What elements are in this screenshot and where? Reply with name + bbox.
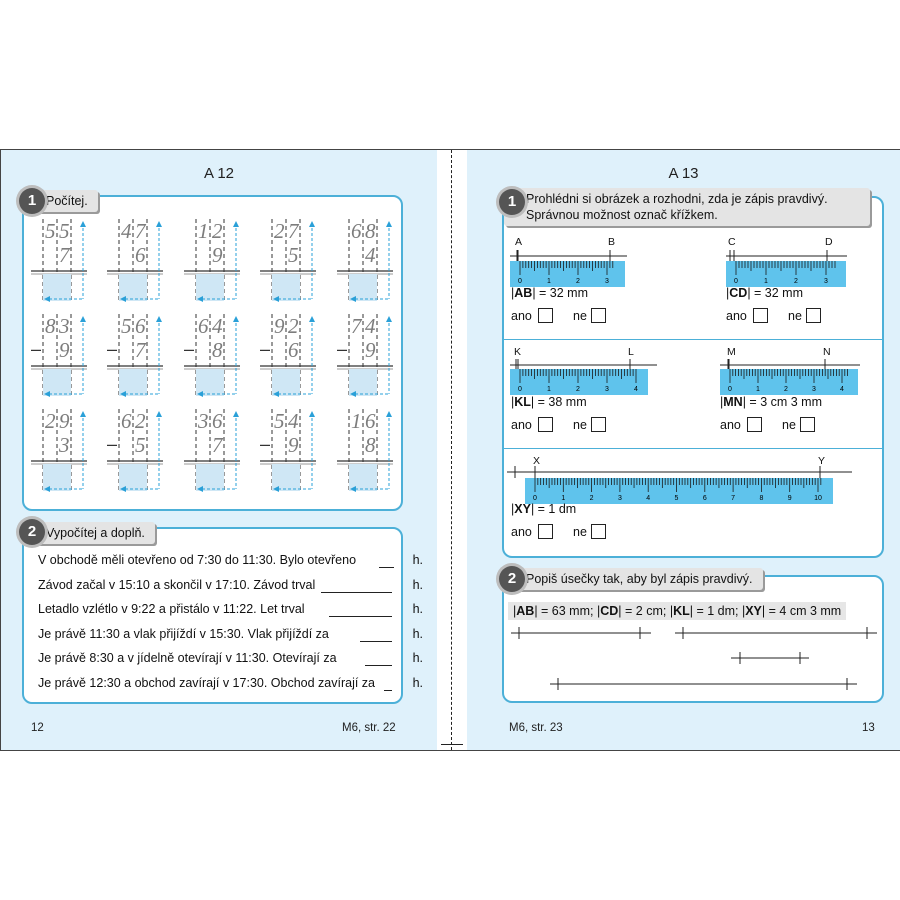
question-text: Je právě 12:30 a obchod zavírají v 17:30. Obchod zavírají za xyxy=(38,675,376,690)
page-a13 xyxy=(467,150,900,750)
point-label: L xyxy=(628,346,634,358)
ruler-tick-label: 2 xyxy=(576,278,580,285)
formula-xy: |XY| = 4 cm 3 mm xyxy=(741,604,842,618)
yes-label: ano xyxy=(511,309,532,323)
problem-cell xyxy=(31,409,87,495)
digit-tens: 8 xyxy=(45,314,56,338)
yes-label: ano xyxy=(726,309,747,323)
point-label: N xyxy=(823,346,831,358)
formula-kl: |KL| = 1 dm; xyxy=(669,604,742,618)
digit-second-ones: 3 xyxy=(59,433,70,457)
problem-cell xyxy=(107,314,163,400)
exercise-2-badge: 2 xyxy=(19,519,45,545)
answer-blank[interactable] xyxy=(379,567,394,568)
minus-sign: – xyxy=(337,339,348,359)
problem-cell xyxy=(31,314,87,400)
digit-tens: 1 xyxy=(198,219,209,243)
point-label: K xyxy=(514,346,522,358)
unit-label: h. xyxy=(412,675,423,690)
ruler-tick-label: 4 xyxy=(840,386,844,393)
ruler-tick-label: 0 xyxy=(518,386,522,393)
point-label: D xyxy=(825,236,833,248)
page-number: 13 xyxy=(862,722,875,734)
digit-tens: 2 xyxy=(45,409,56,433)
digit-second-ones: 9 xyxy=(288,433,299,457)
digit-second-ones: 7 xyxy=(59,243,70,267)
ruler-tick-label: 8 xyxy=(759,495,764,502)
instruction-line-1: Prohlédni si obrázek a rozhodni, zda je zápis pravdivý. xyxy=(526,192,828,206)
unit-label: h. xyxy=(412,577,423,592)
no-label: ne xyxy=(573,309,587,323)
segments-to-label xyxy=(467,150,900,750)
problem-cell xyxy=(260,409,316,495)
segment-name: AB xyxy=(514,286,533,300)
no-label: ne xyxy=(573,525,587,539)
digit-tens: 4 xyxy=(121,219,132,243)
workbook-spread xyxy=(0,149,900,751)
ruler-tick-label: 6 xyxy=(702,495,707,502)
point-label: Y xyxy=(818,455,826,467)
ruler-tick-label: 3 xyxy=(824,278,828,285)
segment-length-statement: |KL| = 38 mm xyxy=(511,395,587,409)
digit-tens: 6 xyxy=(198,314,209,338)
problem-cell xyxy=(184,219,240,305)
question-text: Je právě 8:30 a v jídelně otevírají v 11:30. Otevírají za xyxy=(38,651,337,665)
digit-tens: 9 xyxy=(274,314,285,338)
point-label: A xyxy=(515,236,523,248)
point-label: M xyxy=(727,346,736,358)
minus-sign: – xyxy=(184,339,195,359)
digit-second-ones: 9 xyxy=(212,243,223,267)
answer-blank[interactable] xyxy=(365,665,392,666)
ruler-tick-label: 3 xyxy=(617,495,622,502)
digit-ones: 5 xyxy=(59,219,70,243)
minus-sign: – xyxy=(107,434,118,454)
segment-length-statement: |MN| = 3 cm 3 mm xyxy=(720,395,823,409)
segment-name: XY xyxy=(514,502,531,516)
segment-length: = 1 dm xyxy=(534,502,577,516)
ruler-tick-label: 1 xyxy=(547,278,551,285)
yes-label: ano xyxy=(720,418,741,432)
page-a12 xyxy=(1,150,437,750)
ruler-tick-label: 2 xyxy=(784,386,788,393)
answer-blank[interactable] xyxy=(321,592,392,593)
problem-cell xyxy=(337,314,393,400)
digit-tens: 7 xyxy=(351,314,362,338)
ruler-tick-label: 4 xyxy=(634,386,638,393)
exercise-1-box xyxy=(22,195,403,511)
question-line xyxy=(38,676,423,694)
digit-ones: 7 xyxy=(135,219,146,243)
digit-second-ones: 4 xyxy=(365,243,376,267)
ruler-tick-label: 2 xyxy=(576,386,580,393)
problem-cell xyxy=(337,409,393,495)
page-reference: M6, str. 23 xyxy=(509,722,563,734)
digit-tens: 2 xyxy=(274,219,285,243)
no-label: ne xyxy=(573,418,587,432)
digit-ones: 3 xyxy=(59,314,70,338)
ruler-tick-label: 1 xyxy=(561,495,566,502)
digit-ones: 8 xyxy=(365,219,376,243)
digit-tens: 1 xyxy=(351,409,362,433)
ruler-tick-label: 0 xyxy=(533,495,537,502)
ruler-tick-label: 0 xyxy=(734,278,738,285)
cut-line xyxy=(451,150,452,750)
problem-cell xyxy=(107,409,163,495)
problem-cell xyxy=(337,219,393,305)
segment-length: = 3 cm 3 mm xyxy=(745,395,823,409)
exercise-2-badge: 2 xyxy=(499,566,525,592)
minus-sign: – xyxy=(107,339,118,359)
minus-sign: – xyxy=(31,339,42,359)
problem-cell xyxy=(260,219,316,305)
gutter xyxy=(437,150,467,750)
page-title: A 12 xyxy=(203,165,235,182)
point-label: X xyxy=(533,455,541,467)
segment-length-statement: |XY| = 1 dm xyxy=(511,502,577,516)
answer-blank[interactable] xyxy=(329,616,392,617)
unit-label: h. xyxy=(412,602,423,616)
ruler-tick-label: 0 xyxy=(728,386,732,393)
question-text: Závod začal v 15:10 a skončil v 17:10. Závod trval xyxy=(38,577,316,592)
digit-tens: 5 xyxy=(45,219,56,243)
problem-cell xyxy=(184,409,240,495)
question-line xyxy=(38,651,423,669)
digit-second-ones: 8 xyxy=(212,338,223,362)
ruler-tick-label: 5 xyxy=(674,495,679,502)
ruler-tick-label: 7 xyxy=(731,495,736,502)
question-line xyxy=(38,602,423,620)
unit-label: h. xyxy=(412,651,423,665)
digit-ones: 6 xyxy=(365,409,376,433)
ruler-tick-label: 2 xyxy=(589,495,594,502)
problem-cell xyxy=(107,219,163,305)
minus-sign: – xyxy=(260,434,271,454)
digit-ones: 4 xyxy=(365,314,376,338)
digit-second-ones: 7 xyxy=(212,433,223,457)
unit-label: h. xyxy=(412,553,423,567)
ruler-tick-label: 1 xyxy=(764,278,768,285)
digit-tens: 3 xyxy=(198,409,209,433)
instruction-line-2: Správnou možnost označ křížkem. xyxy=(526,208,718,222)
formula-ab: |AB| = 63 mm; xyxy=(513,604,597,618)
digit-ones: 6 xyxy=(212,409,223,433)
page-number: 12 xyxy=(31,722,44,734)
digit-second-ones: 5 xyxy=(288,243,299,267)
ruler-tick-label: 2 xyxy=(794,278,798,285)
ruler-tick-label: 3 xyxy=(812,386,816,393)
digit-second-ones: 9 xyxy=(59,338,70,362)
answer-blank[interactable] xyxy=(384,690,392,691)
segment-length: = 32 mm xyxy=(535,286,589,300)
exercise-2-box xyxy=(22,527,423,704)
answer-blank[interactable] xyxy=(360,641,392,642)
point-label: C xyxy=(728,236,736,248)
digit-ones: 4 xyxy=(212,314,223,338)
digit-ones: 6 xyxy=(135,314,146,338)
ruler-tick-label: 0 xyxy=(518,278,522,285)
cut-mark xyxy=(441,744,463,745)
segment-name: KL xyxy=(514,395,531,409)
digit-ones: 9 xyxy=(59,409,70,433)
digit-second-ones: 6 xyxy=(288,338,299,362)
ruler-tick-label: 3 xyxy=(605,278,609,285)
digit-ones: 2 xyxy=(212,219,223,243)
digit-ones: 2 xyxy=(288,314,299,338)
digit-ones: 2 xyxy=(135,409,146,433)
digit-ones: 4 xyxy=(288,409,299,433)
digit-ones: 7 xyxy=(288,219,299,243)
ruler-tick-label: 9 xyxy=(787,495,792,502)
exercise-1-label: Počítej. xyxy=(24,190,98,212)
ruler-tick-label: 1 xyxy=(547,386,551,393)
ruler-tick-label: 10 xyxy=(814,495,822,502)
problem-cell xyxy=(31,219,87,305)
digit-second-ones: 6 xyxy=(135,243,146,267)
digit-tens: 6 xyxy=(351,219,362,243)
page-reference: M6, str. 22 xyxy=(342,722,396,734)
segment-name: CD xyxy=(729,286,748,300)
minus-sign: – xyxy=(260,339,271,359)
formula-cd: |CD| = 2 cm; xyxy=(596,604,670,618)
ruler-tick-label: 3 xyxy=(605,386,609,393)
page-title: A 13 xyxy=(668,165,699,182)
exercise-2-label: Popiš úsečky tak, aby byl zápis pravdivý. xyxy=(504,568,763,590)
unit-label: h. xyxy=(412,626,423,641)
digit-tens: 5 xyxy=(121,314,132,338)
segment-length: = 38 mm xyxy=(534,395,587,409)
digit-second-ones: 7 xyxy=(135,338,146,362)
digit-second-ones: 9 xyxy=(365,338,376,362)
segment-length-statement: |CD| = 32 mm xyxy=(726,286,804,300)
question-text: V obchodě měli otevřeno od 7:30 do 11:30. Bylo otevřeno xyxy=(38,553,357,567)
problem-cell xyxy=(260,314,316,400)
yes-label: ano xyxy=(511,525,532,539)
digit-second-ones: 5 xyxy=(135,433,146,457)
question-line xyxy=(38,578,423,596)
digit-tens: 5 xyxy=(274,409,285,433)
question-text: Letadlo vzlétlo v 9:22 a přistálo v 11:22. Let trval xyxy=(38,602,305,616)
digit-tens: 6 xyxy=(121,409,132,433)
ruler-tick-label: 1 xyxy=(756,386,760,393)
yes-label: ano xyxy=(511,418,532,432)
exercise-1-badge: 1 xyxy=(499,189,525,215)
question-line xyxy=(38,627,423,645)
problem-cell xyxy=(184,314,240,400)
no-label: ne xyxy=(782,418,796,432)
digit-second-ones: 8 xyxy=(365,433,376,457)
point-label: B xyxy=(608,236,616,248)
question-line xyxy=(38,553,423,571)
segment-length: = 32 mm xyxy=(750,286,804,300)
segment-name: MN xyxy=(723,395,743,409)
question-text: Je právě 11:30 a vlak přijíždí v 15:30. Vlak přijíždí za xyxy=(38,626,329,641)
ruler-tick-label: 4 xyxy=(646,495,651,502)
segment-length-statement: |AB| = 32 mm xyxy=(511,286,589,300)
exercise-1-badge: 1 xyxy=(19,188,45,214)
exercise-2-label: Vypočítej a doplň. xyxy=(24,522,155,544)
no-label: ne xyxy=(788,309,802,323)
